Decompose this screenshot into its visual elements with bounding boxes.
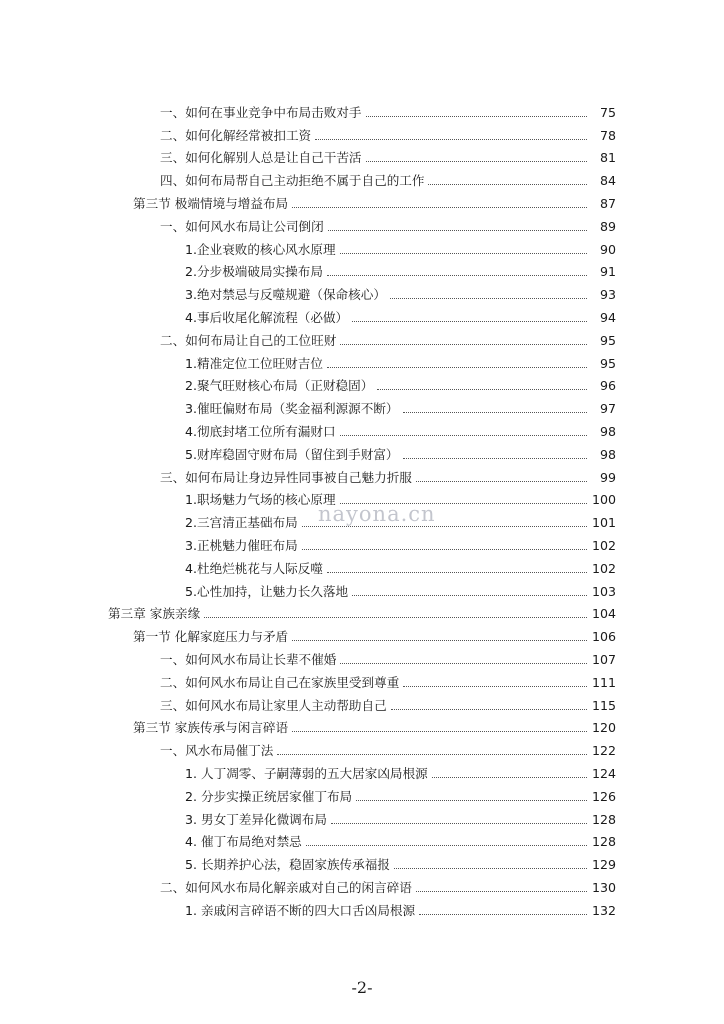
toc-dot-leader (394, 868, 587, 869)
toc-entry-page: 101 (591, 515, 616, 531)
toc-entry-page: 95 (599, 355, 616, 371)
toc-dot-leader (403, 686, 587, 687)
toc-entry-title: 2.三宫清正基础布局 (185, 515, 298, 531)
toc-entry-title: 第一节 化解家庭压力与矛盾 (133, 629, 289, 645)
page-number: -2- (351, 978, 373, 997)
toc-dot-leader (416, 481, 587, 482)
toc-entry-page: 90 (599, 241, 616, 257)
toc-entry-title: 3.催旺偏财布局（奖金福利源源不断） (185, 401, 399, 417)
toc-entry-page: 122 (591, 743, 616, 759)
toc-entry-page: 128 (591, 811, 616, 827)
toc-entry-page: 91 (599, 264, 616, 280)
toc-dot-leader (416, 891, 587, 892)
toc-entry-title: 1. 人丁凋零、子嗣薄弱的五大居家凶局根源 (185, 765, 428, 781)
toc-entry[interactable] (0, 326, 724, 349)
toc-entry-page: 100 (591, 492, 616, 508)
toc-entry[interactable] (0, 394, 724, 417)
toc-dot-leader (340, 344, 587, 345)
toc-dot-leader (432, 777, 587, 778)
toc-entry-page: 87 (599, 195, 616, 211)
toc-entry[interactable] (0, 144, 724, 167)
toc-dot-leader (377, 389, 587, 390)
toc-dot-leader (306, 845, 587, 846)
toc-entry-page: 78 (599, 127, 616, 143)
toc-entry[interactable] (0, 121, 724, 144)
toc-entry-title: 二、如何布局让自己的工位旺财 (160, 332, 337, 348)
toc-entry-page: 75 (599, 104, 616, 120)
toc-entry[interactable] (0, 805, 724, 828)
toc-entry[interactable] (0, 463, 724, 486)
toc-entry[interactable] (0, 782, 724, 805)
toc-entry-page: 115 (591, 697, 616, 713)
toc-dot-leader (391, 709, 587, 710)
toc-entry[interactable] (0, 280, 724, 303)
toc-entry-title: 5.心性加持，让魅力长久落地 (185, 583, 349, 599)
toc-entry[interactable] (0, 189, 724, 212)
toc-entry[interactable] (0, 622, 724, 645)
toc-entry[interactable] (0, 577, 724, 600)
toc-entry-page: 130 (591, 879, 616, 895)
toc-entry-page: 99 (599, 469, 616, 485)
toc-dot-leader (204, 617, 587, 618)
toc-entry-page: 97 (599, 401, 616, 417)
toc-dot-leader (340, 253, 587, 254)
toc-entry-title: 5.财库稳固守财布局（留住到手财富） (185, 446, 399, 462)
toc-dot-leader (292, 207, 587, 208)
toc-dot-leader (419, 914, 587, 915)
toc-entry-title: 三、如何风水布局让家里人主动帮助自己 (160, 697, 387, 713)
toc-entry-page: 95 (599, 332, 616, 348)
toc-entry[interactable] (0, 372, 724, 395)
toc-entry[interactable] (0, 417, 724, 440)
toc-entry-page: 132 (591, 902, 616, 918)
toc-entry[interactable] (0, 554, 724, 577)
toc-entry[interactable] (0, 235, 724, 258)
toc-entry-title: 一、如何风水布局让公司倒闭 (160, 218, 324, 234)
toc-entry[interactable] (0, 349, 724, 372)
toc-entry-page: 128 (591, 834, 616, 850)
watermark: nayona.cn (318, 502, 436, 526)
toc-dot-leader (327, 572, 587, 573)
toc-dot-leader (340, 435, 587, 436)
toc-entry-page: 102 (591, 537, 616, 553)
toc-dot-leader (315, 139, 587, 140)
toc-entry-page: 89 (599, 218, 616, 234)
toc-entry-page: 104 (591, 606, 616, 622)
toc-dot-leader (403, 458, 587, 459)
toc-dot-leader (403, 412, 587, 413)
toc-entry-page: 103 (591, 583, 616, 599)
toc-entry[interactable] (0, 668, 724, 691)
toc-entry[interactable] (0, 873, 724, 896)
toc-entry-title: 3. 男女丁差异化微调布局 (185, 811, 327, 827)
toc-dot-leader (340, 663, 587, 664)
toc-entry[interactable] (0, 98, 724, 121)
toc-entry-page: 107 (591, 651, 616, 667)
toc-entry-title: 一、如何在事业竞争中布局击败对手 (160, 104, 362, 120)
toc-entry-page: 126 (591, 788, 616, 804)
toc-entry-page: 106 (591, 629, 616, 645)
toc-entry[interactable] (0, 896, 724, 919)
toc-dot-leader (356, 800, 587, 801)
toc-entry-page: 81 (599, 150, 616, 166)
toc-entry-title: 4.杜绝烂桃花与人际反噬 (185, 560, 323, 576)
toc-entry-title: 一、风水布局催丁法 (160, 743, 274, 759)
toc-entry-title: 4.彻底封堵工位所有漏财口 (185, 423, 336, 439)
toc-entry-page: 102 (591, 560, 616, 576)
toc-dot-leader (366, 116, 588, 117)
toc-entry[interactable] (0, 440, 724, 463)
toc-entry[interactable] (0, 714, 724, 737)
toc-dot-leader (352, 595, 587, 596)
toc-entry-title: 3.绝对禁忌与反噬规避（保命核心） (185, 287, 386, 303)
toc-dot-leader (302, 549, 587, 550)
toc-entry-title: 1.精准定位工位旺财吉位 (185, 355, 323, 371)
toc-entry-page: 111 (591, 674, 616, 690)
toc-entry[interactable] (0, 258, 724, 281)
toc-entry-title: 2.聚气旺财核心布局（正财稳固） (185, 378, 374, 394)
toc-entry-page: 124 (591, 765, 616, 781)
toc-dot-leader (292, 731, 587, 732)
toc-dot-leader (390, 298, 587, 299)
toc-entry[interactable] (0, 600, 724, 623)
toc-dot-leader (352, 321, 587, 322)
toc-entry[interactable] (0, 212, 724, 235)
toc-entry[interactable] (0, 645, 724, 668)
toc-entry-title: 5. 长期养护心法，稳固家族传承福报 (185, 857, 390, 873)
toc-dot-leader (366, 161, 588, 162)
toc-entry-title: 1.职场魅力气场的核心原理 (185, 492, 336, 508)
toc-entry[interactable] (0, 736, 724, 759)
toc-entry-title: 二、如何化解经常被扣工资 (160, 127, 312, 143)
toc-dot-leader (428, 184, 587, 185)
toc-entry-title: 二、如何风水布局让自己在家族里受到尊重 (160, 674, 400, 690)
toc-entry[interactable] (0, 759, 724, 782)
toc-entry-page: 96 (599, 378, 616, 394)
toc-entry-title: 三、如何化解别人总是让自己干苦活 (160, 150, 362, 166)
toc-dot-leader (328, 230, 587, 231)
toc-entry-title: 四、如何布局帮自己主动拒绝不属于自己的工作 (160, 173, 425, 189)
toc-dot-leader (327, 275, 587, 276)
toc-entry-title: 4.事后收尾化解流程（必做） (185, 309, 349, 325)
toc-entry[interactable] (0, 828, 724, 851)
toc-entry[interactable] (0, 303, 724, 326)
toc-entry-title: 一、如何风水布局让长辈不催婚 (160, 651, 337, 667)
toc-entry-page: 120 (591, 720, 616, 736)
toc-entry-title: 1.企业衰败的核心风水原理 (185, 241, 336, 257)
toc-entry-title: 3.正桃魅力催旺布局 (185, 537, 298, 553)
toc-entry-title: 1. 亲戚闲言碎语不断的四大口舌凶局根源 (185, 902, 416, 918)
toc-dot-leader (327, 367, 587, 368)
toc-dot-leader (302, 526, 587, 527)
toc-entry-title: 三、如何布局让身边异性同事被自己魅力折服 (160, 469, 412, 485)
toc-entry[interactable] (0, 850, 724, 873)
toc-entry-title: 2.分步极端破局实操布局 (185, 264, 323, 280)
toc-entry-title: 二、如何风水布局化解亲戚对自己的闲言碎语 (160, 879, 412, 895)
toc-entry-title: 2. 分步实操正统居家催丁布局 (185, 788, 353, 804)
toc-entry-title: 第三节 极端情境与增益布局 (133, 195, 289, 211)
toc-entry-page: 84 (599, 173, 616, 189)
toc-dot-leader (331, 823, 587, 824)
toc-entry-page: 93 (599, 287, 616, 303)
toc-entry-page: 98 (599, 423, 616, 439)
toc-entry[interactable] (0, 531, 724, 554)
toc-entry[interactable] (0, 691, 724, 714)
toc-dot-leader (292, 640, 587, 641)
toc-entry-page: 94 (599, 309, 616, 325)
toc-entry-page: 129 (591, 857, 616, 873)
toc-entry-title: 第三节 家族传承与闲言碎语 (133, 720, 289, 736)
toc-dot-leader (277, 754, 587, 755)
toc-entry-page: 98 (599, 446, 616, 462)
toc-entry-title: 4. 催丁布局绝对禁忌 (185, 834, 302, 850)
toc-entry-title: 第三章 家族亲缘 (108, 606, 201, 622)
toc-entry[interactable] (0, 166, 724, 189)
